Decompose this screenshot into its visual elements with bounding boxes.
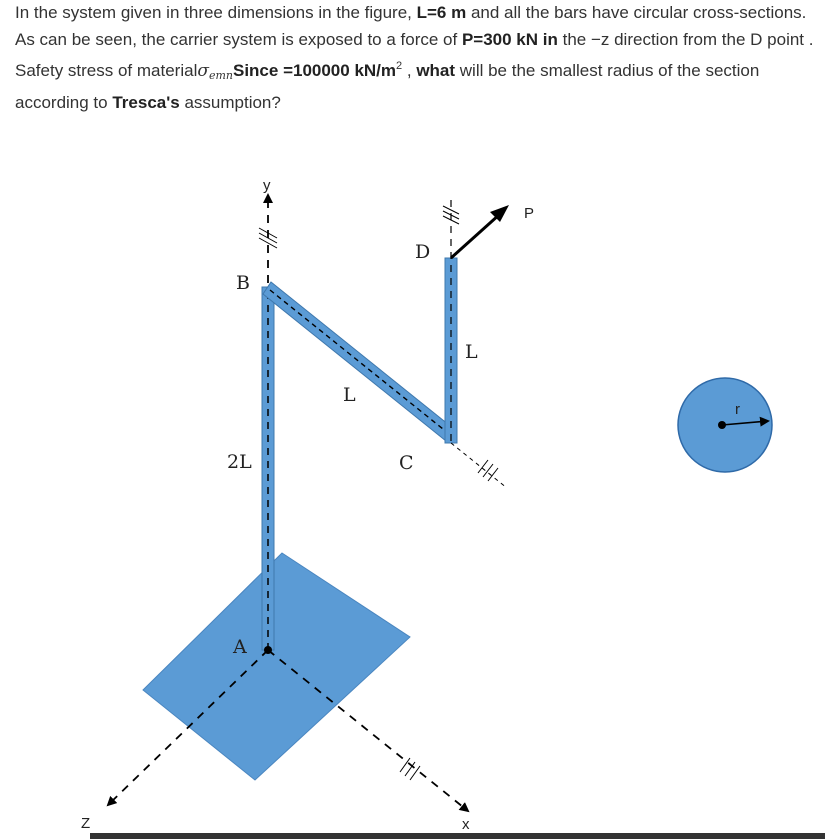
question-part-6: assumption? bbox=[179, 92, 281, 112]
point-d-label: D bbox=[415, 241, 431, 263]
z-axis-label: Z bbox=[81, 815, 91, 832]
question-part-4: , bbox=[402, 61, 417, 80]
point-a-dot bbox=[264, 646, 272, 654]
x-axis-hatch-icon bbox=[400, 758, 420, 780]
question-bold-tresca: Tresca's bbox=[112, 92, 180, 112]
question-part-3: the −z direction from the D point . Safety stress of material bbox=[15, 29, 814, 80]
point-a-label: A bbox=[233, 636, 247, 658]
length-ab-label: 2L bbox=[227, 451, 252, 473]
question-bold-stress: Since =100000 kN/m bbox=[232, 61, 397, 80]
y-axis-label: y bbox=[263, 177, 271, 194]
radius-r-label: r bbox=[735, 401, 740, 418]
d-hatch-icon bbox=[443, 206, 459, 224]
x-axis-label: x bbox=[462, 816, 470, 833]
support-plate bbox=[143, 553, 410, 780]
question-bold-length: L=6 m bbox=[416, 3, 467, 22]
unit-superscript: 2 bbox=[396, 60, 403, 72]
question-bold-what: what bbox=[416, 61, 456, 80]
bottom-scrollbar[interactable] bbox=[90, 833, 825, 839]
question-part-2: and all the bars have circular cross-sections. As can be seen, the carrier system is exposed to a force of bbox=[15, 3, 807, 49]
question-part-5: will be the smallest radius of the section according to bbox=[15, 61, 760, 112]
length-bc-label: L bbox=[343, 384, 356, 406]
c-extension-line bbox=[451, 443, 507, 488]
point-b-label: B bbox=[236, 272, 250, 294]
force-p-arrow bbox=[451, 214, 500, 258]
point-c-label: C bbox=[399, 452, 414, 474]
bar-cd bbox=[445, 258, 457, 443]
force-p-label: P bbox=[524, 205, 535, 222]
length-cd-label: L bbox=[465, 341, 478, 363]
sigma-subscript: emn bbox=[208, 69, 233, 82]
question-bold-force: P=300 kN in bbox=[461, 29, 558, 49]
sigma-symbol: σ bbox=[197, 61, 209, 81]
question-part-1: In the system given in three dimensions in the figure, bbox=[15, 3, 417, 22]
bar-bc bbox=[263, 282, 454, 441]
